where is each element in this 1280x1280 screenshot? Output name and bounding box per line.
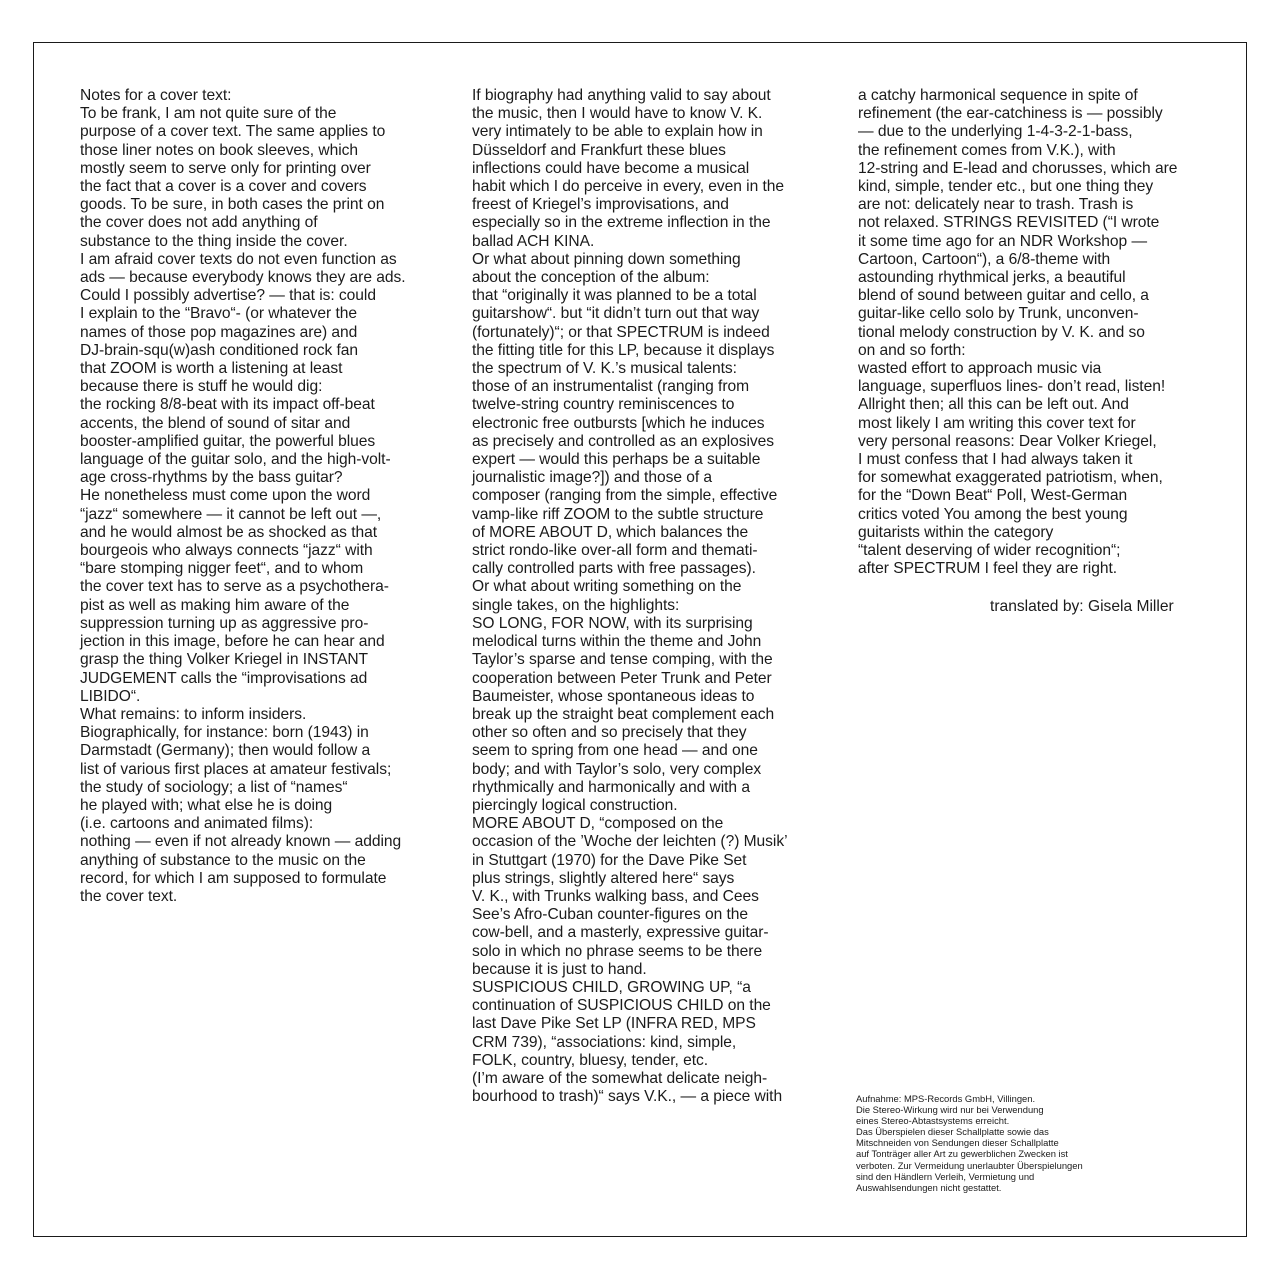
text-line: Cartoon, Cartoon“), a 6/8-theme with	[858, 250, 1111, 268]
text-line: single takes, on the highlights:	[472, 596, 680, 614]
text-line: Mitschneiden von Sendungen dieser Schallplatte	[856, 1137, 1059, 1149]
text-line: “talent deserving of wider recognition“;	[858, 542, 1121, 560]
text-line: goods. To be sure, in both cases the print on	[80, 196, 385, 214]
text-line: If biography had anything valid to say about	[472, 87, 771, 104]
text-line: grasp the thing Volker Kriegel in INSTANT	[80, 651, 369, 669]
text-line: freest of Kriegel’s improvisations, and	[472, 196, 729, 214]
text-line: To be frank, I am not quite sure of the	[80, 105, 337, 123]
text-line: most likely I am writing this cover text for	[858, 414, 1136, 432]
text-line: wasted effort to approach music via	[858, 360, 1102, 378]
text-column-1	[80, 87, 406, 906]
text-line: FOLK, country, bluesy, tender, etc.	[472, 1051, 709, 1069]
text-line: anything of substance to the music on the	[80, 851, 366, 869]
text-line: pist as well as making him aware of the	[80, 596, 350, 614]
text-line: the cover text.	[80, 887, 178, 905]
text-line: language of the guitar solo, and the high-volt-	[80, 451, 391, 469]
text-line: refinement (the ear-catchiness is — possibly	[858, 105, 1163, 123]
text-line: break up the straight beat complement each	[472, 705, 775, 723]
text-line: on and so forth:	[858, 341, 966, 359]
text-line: guitarists within the category	[858, 523, 1054, 541]
text-line: Could I possibly advertise? — that is: could	[80, 287, 376, 305]
text-line: — due to the underlying 1-4-3-2-1-bass,	[858, 123, 1133, 141]
text-line: ballad ACH KINA.	[472, 232, 595, 250]
text-line: of MORE ABOUT D, which balances the	[472, 523, 749, 541]
text-line: MORE ABOUT D, “composed on the	[472, 815, 724, 833]
text-line: are not: delicately near to trash. Trash is	[858, 196, 1134, 214]
text-line: because there is stuff he would dig:	[80, 378, 323, 396]
text-line: very personal reasons: Dear Volker Kriegel,	[858, 432, 1157, 450]
text-line: body; and with Taylor’s solo, very complex	[472, 760, 762, 778]
text-line: for the “Down Beat“ Poll, West-German	[858, 487, 1128, 505]
text-line: blend of sound between guitar and cello, a	[858, 287, 1149, 305]
text-line: Auswahlsendungen nicht gestattet.	[856, 1181, 1002, 1193]
text-line: he played with; what else he is doing	[80, 796, 333, 814]
text-line: plus strings, slightly altered here“ says	[472, 869, 735, 887]
text-line: as precisely and controlled as an explosives	[472, 432, 775, 450]
text-line: seem to spring from one head — and one	[472, 742, 758, 760]
text-line: SUSPICIOUS CHILD, GROWING UP, “a	[472, 978, 751, 996]
text-line: Taylor’s sparse and tense comping, with the	[472, 651, 773, 669]
text-line: twelve-string country reminiscences to	[472, 396, 735, 414]
text-line: the fitting title for this LP, because it displays	[472, 341, 775, 359]
text-line: guitarshow“. but “it didn’t turn out that way	[472, 305, 760, 323]
text-line: bourhood to trash)“ says V.K., — a piece with	[472, 1088, 783, 1106]
text-line: the music, then I would have to know V. K.	[472, 105, 763, 123]
text-line: auf Tonträger aller Art zu gewerblichen Zwecken ist	[856, 1148, 1068, 1160]
text-line: purpose of a cover text. The same applies to	[80, 123, 386, 141]
text-line: Baumeister, whose spontaneous ideas to	[472, 687, 755, 705]
text-line: LIBIDO“.	[80, 687, 141, 705]
text-line: and he would almost be as shocked as that	[80, 523, 378, 541]
text-line: age cross-rhythms by the bass guitar?	[80, 469, 343, 487]
text-line: What remains: to inform insiders.	[80, 705, 307, 723]
text-column-2	[472, 87, 788, 1106]
text-line: not relaxed. STRINGS REVISITED (“I wrote	[858, 214, 1160, 232]
text-column-3	[858, 87, 1177, 578]
text-line: a catchy harmonical sequence in spite of	[858, 87, 1138, 104]
text-line: eines Stereo-Abtastsystems erreicht.	[856, 1115, 1010, 1127]
text-line: for somewhat exaggerated patriotism, when,	[858, 469, 1163, 487]
text-line: other so often and so precisely that they	[472, 724, 747, 742]
text-line: I explain to the “Bravo“- (or whatever the	[80, 305, 357, 323]
text-line: the rocking 8/8-beat with its impact off-beat	[80, 396, 375, 414]
text-line: Or what about writing something on the	[472, 578, 742, 596]
text-line: that “originally it was planned to be a total	[472, 287, 757, 305]
text-line: He nonetheless must come upon the word	[80, 487, 371, 505]
text-line: record, for which I am supposed to formulate	[80, 869, 387, 887]
text-line: nothing — even if not already known — adding	[80, 833, 402, 851]
text-line: booster-amplified guitar, the powerful blues	[80, 432, 376, 450]
text-line: the spectrum of V. K.’s musical talents:	[472, 360, 737, 378]
text-line: journalistic image?]) and those of a	[472, 469, 713, 487]
text-line: strict rondo-like over-all form and themati-	[472, 542, 758, 560]
text-line: verboten. Zur Vermeidung unerlaubter Überspielungen	[856, 1159, 1083, 1171]
text-line: mostly seem to serve only for printing over	[80, 159, 371, 177]
text-line: Darmstadt (Germany); then would follow a	[80, 742, 371, 760]
text-line: V. K., with Trunks walking bass, and Cees	[472, 887, 759, 905]
text-line: electronic free outbursts [which he induces	[472, 414, 765, 432]
text-line: (i.e. cartoons and animated films):	[80, 815, 314, 833]
text-line: the fact that a cover is a cover and covers	[80, 178, 367, 196]
text-line: accents, the blend of sound of sitar and	[80, 414, 351, 432]
text-line: expert — would this perhaps be a suitable	[472, 451, 761, 469]
text-line: astounding rhythmical jerks, a beautiful	[858, 269, 1126, 287]
text-line: Düsseldorf and Frankfurt these blues	[472, 141, 726, 159]
text-line: the cover does not add anything of	[80, 214, 318, 232]
text-line: Allright then; all this can be left out. And	[858, 396, 1129, 414]
text-line: inflections could have become a musical	[472, 159, 750, 177]
text-line: that ZOOM is worth a listening at least	[80, 360, 343, 378]
text-line: jection in this image, before he can hear and	[80, 633, 385, 651]
text-line: language, superfluos lines- don’t read, listen!	[858, 378, 1166, 396]
text-line: critics voted You among the best young	[858, 505, 1128, 523]
text-line: those liner notes on book sleeves, which	[80, 141, 358, 159]
text-line: solo in which no phrase seems to be there	[472, 942, 763, 960]
text-line: habit which I do perceive in every, even in the	[472, 178, 785, 196]
text-line: DJ-brain-squ(w)ash conditioned rock fan	[80, 341, 358, 359]
text-line: piercingly logical construction.	[472, 796, 678, 814]
text-line: especially so in the extreme inflection in the	[472, 214, 771, 232]
text-line: SO LONG, FOR NOW, with its surprising	[472, 614, 753, 632]
text-line: I am afraid cover texts do not even function as	[80, 250, 397, 268]
text-line: suppression turning up as aggressive pro-	[80, 614, 369, 632]
text-line: (I’m aware of the somewhat delicate neigh-	[472, 1069, 768, 1087]
text-line: vamp-like riff ZOOM to the subtle structure	[472, 505, 764, 523]
text-line: Notes for a cover text:	[80, 87, 232, 104]
text-line: continuation of SUSPICIOUS CHILD on the	[472, 997, 771, 1015]
text-line: tional melody construction by V. K. and so	[858, 323, 1145, 341]
text-line: I must confess that I had always taken it	[858, 451, 1133, 469]
text-line: about the conception of the album:	[472, 269, 710, 287]
text-line: it some time ago for an NDR Workshop —	[858, 232, 1147, 250]
text-line: rhythmically and harmonically and with a	[472, 778, 750, 796]
text-line: CRM 739), “associations: kind, simple,	[472, 1033, 737, 1051]
text-line: bourgeois who always connects “jazz“ with	[80, 542, 373, 560]
text-line: 12-string and E-lead and chorusses, which are	[858, 159, 1178, 177]
text-line: cow-bell, and a masterly, expressive guitar-	[472, 924, 769, 942]
text-line: Das Überspielen dieser Schallplatte sowie das	[856, 1126, 1049, 1138]
text-line: cooperation between Peter Trunk and Peter	[472, 669, 772, 687]
text-line: Aufnahme: MPS-Records GmbH, Villingen.	[856, 1093, 1036, 1104]
text-line: the refinement comes from V.K.), with	[858, 141, 1116, 159]
text-line: names of those pop magazines are) and	[80, 323, 358, 341]
text-line: after SPECTRUM I feel they are right.	[858, 560, 1118, 578]
text-line: occasion of the ’Woche der leichten (?) Musik’	[472, 833, 788, 851]
text-line: Die Stereo-Wirkung wird nur bei Verwendung	[856, 1104, 1044, 1116]
text-line: sind den Händlern Verleih, Vermietung und	[856, 1170, 1035, 1182]
text-line: “jazz“ somewhere — it cannot be left out —,	[80, 505, 382, 523]
text-line: composer (ranging from the simple, effective	[472, 487, 778, 505]
text-line: last Dave Pike Set LP (INFRA RED, MPS	[472, 1015, 756, 1033]
text-line: (fortunately)“; or that SPECTRUM is indeed	[472, 323, 770, 341]
text-line: the study of sociology; a list of “names“	[80, 778, 348, 796]
text-line: those of an instrumentalist (ranging from	[472, 378, 750, 396]
text-line: list of various first places at amateur festivals;	[80, 760, 392, 778]
text-line: JUDGEMENT calls the “improvisations ad	[80, 669, 368, 687]
text-line: guitar-like cello solo by Trunk, unconven-	[858, 305, 1139, 323]
text-line: the cover text has to serve as a psychothera-	[80, 578, 389, 596]
text-line: Or what about pinning down something	[472, 250, 741, 268]
legal-fine-print	[856, 1093, 1083, 1193]
text-line: very intimately to be able to explain how in	[472, 123, 763, 141]
translator-credit: translated by: Gisela Miller	[990, 598, 1174, 615]
text-line: See’s Afro-Cuban counter-figures on the	[472, 906, 749, 924]
text-line: Biographically, for instance: born (1943) in	[80, 724, 369, 742]
text-line: in Stuttgart (1970) for the Dave Pike Set	[472, 851, 747, 869]
text-line: substance to the thing inside the cover.	[80, 232, 348, 250]
text-line: because it is just to hand.	[472, 960, 647, 978]
text-line: melodical turns within the theme and John	[472, 633, 762, 651]
text-line: “bare stomping nigger feet“, and to whom	[80, 560, 364, 578]
text-line: cally controlled parts with free passages).	[472, 560, 756, 578]
text-line: ads — because everybody knows they are ads.	[80, 269, 406, 287]
text-line: kind, simple, tender etc., but one thing they	[858, 178, 1154, 196]
